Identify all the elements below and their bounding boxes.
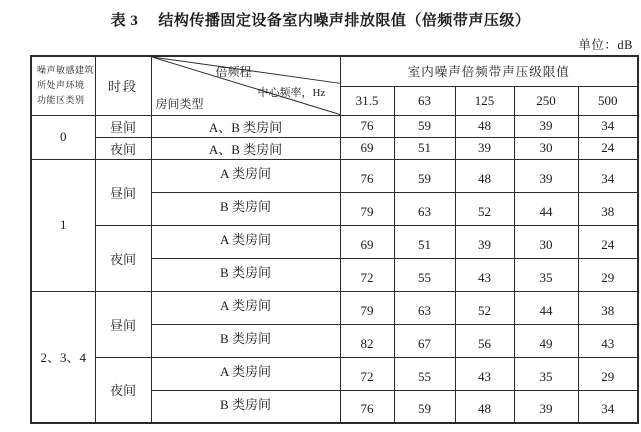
value-cell: 79 — [340, 291, 394, 324]
value-cell: 39 — [455, 137, 514, 159]
table-title — [0, 9, 641, 30]
value-cell: 72 — [340, 357, 394, 390]
zone-column-header — [31, 56, 95, 115]
zone-cell: 0 — [31, 115, 95, 159]
value-cell: 51 — [394, 225, 455, 258]
period-cell: 昼间 — [95, 291, 151, 357]
period-cell: 昼间 — [95, 115, 151, 137]
value-cell: 30 — [514, 225, 578, 258]
value-cell: 67 — [394, 324, 455, 357]
room-cell: A 类房间 — [151, 159, 340, 192]
limits-span-header: 室内噪声倍频带声压级限值 — [340, 56, 638, 86]
value-cell: 39 — [514, 159, 578, 192]
room-cell: B 类房间 — [151, 258, 340, 291]
unit-label: 单位：dB — [578, 38, 633, 52]
room-cell: A、B 类房间 — [151, 115, 340, 137]
value-cell: 44 — [514, 291, 578, 324]
value-cell: 48 — [455, 115, 514, 137]
zone-header-line: 所处声环境 — [37, 80, 85, 91]
zone-cell: 2、3、4 — [31, 291, 95, 423]
value-cell: 59 — [394, 390, 455, 423]
period-cell: 夜间 — [95, 357, 151, 423]
table-header-row — [31, 56, 638, 86]
value-cell: 38 — [578, 291, 638, 324]
zone-header-line: 功能区类别 — [37, 95, 85, 106]
noise-limits-table — [30, 55, 639, 424]
center-frequency-label: 中心频率，Hz — [257, 87, 326, 99]
room-cell: A 类房间 — [151, 357, 340, 390]
table-row — [31, 225, 638, 258]
value-cell: 76 — [340, 115, 394, 137]
value-cell: 69 — [340, 137, 394, 159]
zone-cell: 1 — [31, 159, 95, 291]
zone-header-line: 噪声敏感建筑 — [37, 65, 95, 76]
table-row — [31, 115, 638, 137]
frequency-header: 125 — [455, 86, 514, 115]
table-row — [31, 357, 638, 390]
value-cell: 55 — [394, 357, 455, 390]
value-cell: 48 — [455, 390, 514, 423]
value-cell: 69 — [340, 225, 394, 258]
value-cell: 24 — [578, 137, 638, 159]
room-cell: A 类房间 — [151, 291, 340, 324]
value-cell: 35 — [514, 258, 578, 291]
room-cell: B 类房间 — [151, 192, 340, 225]
value-cell: 44 — [514, 192, 578, 225]
value-cell: 24 — [578, 225, 638, 258]
period-cell: 夜间 — [95, 137, 151, 159]
value-cell: 29 — [578, 258, 638, 291]
value-cell: 63 — [394, 291, 455, 324]
period-cell: 夜间 — [95, 225, 151, 291]
diagonal-header-cell — [151, 56, 340, 115]
value-cell: 43 — [455, 357, 514, 390]
room-cell: B 类房间 — [151, 324, 340, 357]
table-number: 表 3 — [110, 13, 139, 29]
value-cell: 34 — [578, 159, 638, 192]
value-cell: 79 — [340, 192, 394, 225]
frequency-header: 31.5 — [340, 86, 394, 115]
period-cell: 昼间 — [95, 159, 151, 225]
value-cell: 55 — [394, 258, 455, 291]
frequency-header: 500 — [578, 86, 638, 115]
room-cell: B 类房间 — [151, 390, 340, 423]
table-row — [31, 137, 638, 159]
value-cell: 59 — [394, 159, 455, 192]
value-cell: 56 — [455, 324, 514, 357]
frequency-header: 250 — [514, 86, 578, 115]
value-cell: 82 — [340, 324, 394, 357]
room-cell: A 类房间 — [151, 225, 340, 258]
value-cell: 51 — [394, 137, 455, 159]
value-cell: 35 — [514, 357, 578, 390]
frequency-header: 63 — [394, 86, 455, 115]
room-type-label: 房间类型 — [155, 96, 204, 111]
value-cell: 29 — [578, 357, 638, 390]
value-cell: 43 — [455, 258, 514, 291]
value-cell: 72 — [340, 258, 394, 291]
period-column-header: 时段 — [95, 56, 151, 115]
value-cell: 52 — [455, 291, 514, 324]
value-cell: 52 — [455, 192, 514, 225]
value-cell: 39 — [514, 115, 578, 137]
value-cell: 59 — [394, 115, 455, 137]
octave-band-label: 倍频程 — [215, 65, 252, 79]
value-cell: 48 — [455, 159, 514, 192]
table-title-text: 结构传播固定设备室内噪声排放限值（倍频带声压级） — [158, 13, 531, 29]
value-cell: 76 — [340, 159, 394, 192]
value-cell: 39 — [455, 225, 514, 258]
value-cell: 63 — [394, 192, 455, 225]
table-row — [31, 159, 638, 192]
value-cell: 34 — [578, 390, 638, 423]
value-cell: 43 — [578, 324, 638, 357]
value-cell: 76 — [340, 390, 394, 423]
value-cell: 30 — [514, 137, 578, 159]
value-cell: 34 — [578, 115, 638, 137]
value-cell: 39 — [514, 390, 578, 423]
value-cell: 49 — [514, 324, 578, 357]
room-cell: A、B 类房间 — [151, 137, 340, 159]
table-row — [31, 291, 638, 324]
value-cell: 38 — [578, 192, 638, 225]
